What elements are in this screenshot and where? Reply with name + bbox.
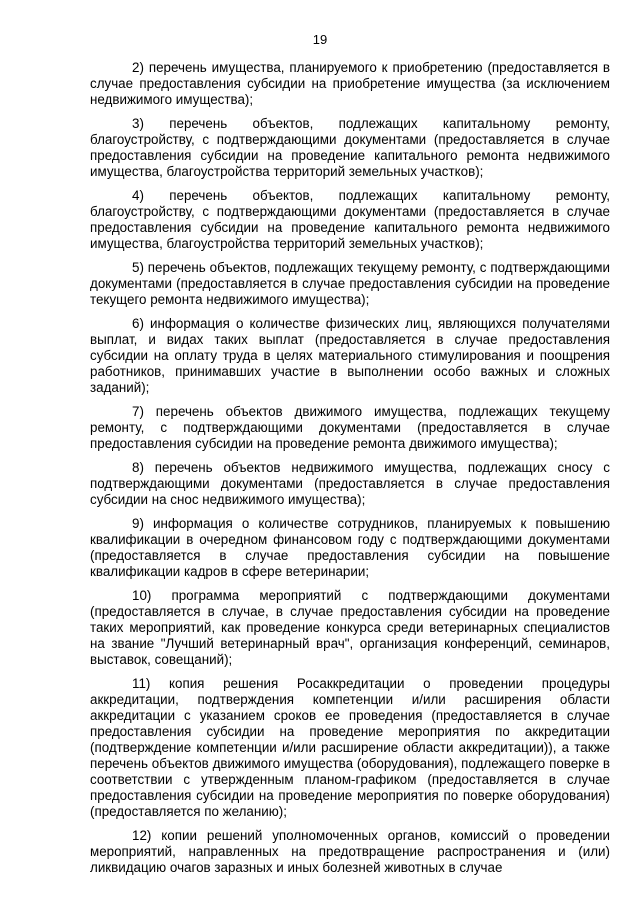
list-item-5: 5) перечень объектов, подлежащих текущему ремонту, с подтверждающими документами (предоставляется в случае предоставления субсидии на проведение текущего ремонта недвижимого имущества); bbox=[90, 260, 610, 307]
list-item-11: 11) копия решения Росаккредитации о проведении процедуры аккредитации, подтверждения компетенции и/или расширения области аккредитации с указанием сроков ее проведения (предоставляется в случае предоставления субсидии на проведение мероприятия по аккредитации (подтверждение компетенции и/или расширение области аккредитации)), а также перечень объектов движимого имущества (оборудования), подлежащего поверке в соответствии с утвержденным планом-графиком (предоставляется в случае предоставления субсидии на проведение мероприятия по поверке оборудования) (предоставляется по желанию); bbox=[90, 676, 610, 819]
list-item-4: 4) перечень объектов, подлежащих капитальному ремонту, благоустройству, с подтверждающими документами (предоставляется в случае предоставления субсидии на проведение капитального ремонта недвижимого имущества, благоустройства территорий земельных участков); bbox=[90, 188, 610, 251]
list-item-6: 6) информация о количестве физических лиц, являющихся получателями выплат, и видах таких выплат (предоставляется в случае предоставления субсидии на оплату труда в целях материального стимулирования и поощрения работников, принимавших участие в выполнении особо важных и сложных заданий); bbox=[90, 316, 610, 395]
list-item-2: 2) перечень имущества, планируемого к приобретению (предоставляется в случае предоставления субсидии на приобретение имущества (за исключением недвижимого имущества); bbox=[90, 60, 610, 107]
list-item-12: 12) копии решений уполномоченных органов, комиссий о проведении мероприятий, направленных на предотвращение распространения и (или) ликвидацию очагов заразных и иных болезней животных в случае bbox=[90, 828, 610, 875]
list-item-10: 10) программа мероприятий с подтверждающими документами (предоставляется в случае, в случае предоставления субсидии на проведение таких мероприятий, как проведение конкурса среди ветеринарных специалистов на звание "Лучший ветеринарный врач", организация конференций, семинаров, выставок, совещаний); bbox=[90, 588, 610, 667]
list-item-3: 3) перечень объектов, подлежащих капитальному ремонту, благоустройству, с подтверждающими документами (предоставляется в случае предоставления субсидии на проведение капитального ремонта недвижимого имущества, благоустройства территорий земельных участков); bbox=[90, 116, 610, 179]
list-item-7: 7) перечень объектов движимого имущества, подлежащих текущему ремонту, с подтверждающими документами (предоставляется в случае предоставления субсидии на проведение ремонта движимого имущества); bbox=[90, 404, 610, 451]
page-number: 19 bbox=[312, 32, 328, 47]
document-body bbox=[90, 60, 610, 884]
list-item-8: 8) перечень объектов недвижимого имущества, подлежащих сносу с подтверждающими документами (предоставляется в случае предоставления субсидии на снос недвижимого имущества); bbox=[90, 460, 610, 507]
list-item-9: 9) информация о количестве сотрудников, планируемых к повышению квалификации в очередном финансовом году с подтверждающими документами (предоставляется в случае предоставления субсидии на повышение квалификации кадров в сфере ветеринарии; bbox=[90, 516, 610, 579]
